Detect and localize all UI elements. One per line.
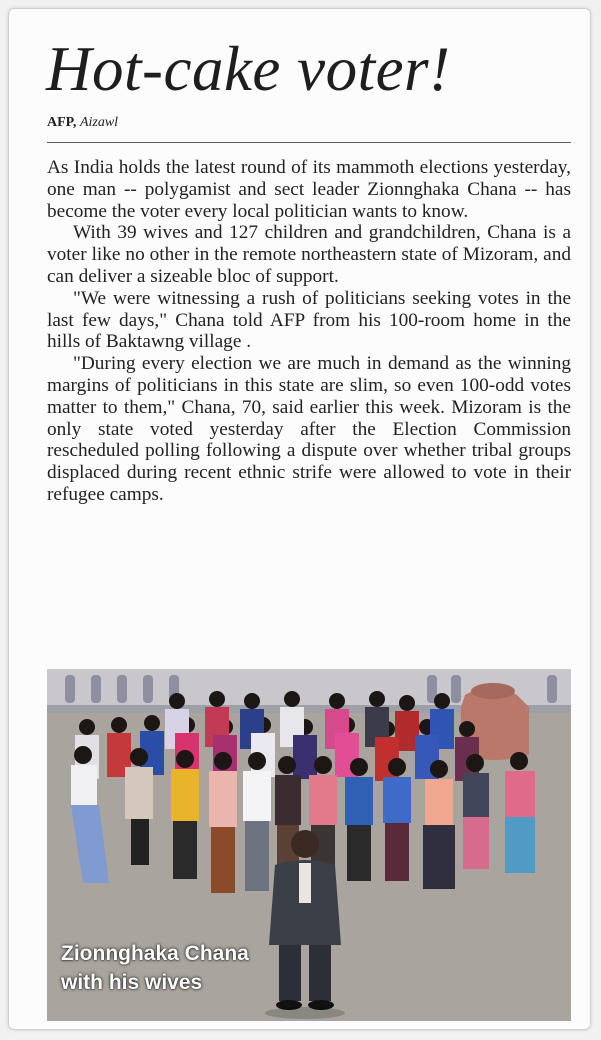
photo-caption-line-1: Zionnghaka Chana xyxy=(61,942,249,965)
photo-caption-line-2: with his wives xyxy=(61,971,203,994)
photo-caption xyxy=(61,939,249,997)
byline-place: Aizawl xyxy=(79,115,119,130)
paragraph-3: "We were witnessing a rush of politicians seeking votes in the last few days," Chana told AFP from his 100-room home in the hills of Baktawng village . xyxy=(47,287,571,353)
paragraph-4: "During every election we are much in demand as the winning margins of politicians in this state are slim, so even 100-odd votes matter to them," Chana, 70, said earlier this week. Mizoram is the only state voted yesterday after the Election Commission rescheduled polling following a dispute over whether tribal groups displaced during recent ethnic strife were allowed to vote in their refugee camps. xyxy=(47,353,571,505)
paragraph-1: As India holds the latest round of its mammoth elections yesterday, one man -- polygamist and sect leader Zionnghaka Chana -- has become the voter every local politician wants to know. xyxy=(47,157,571,222)
byline xyxy=(47,115,118,131)
news-clipping xyxy=(8,8,591,1030)
group-photo xyxy=(47,669,571,1021)
byline-divider xyxy=(47,142,571,143)
article-body xyxy=(47,157,571,506)
paragraph-2: With 39 wives and 127 children and grandchildren, Chana is a voter like no other in the remote northeastern state of Mizoram, and can deliver a sizeable bloc of support. xyxy=(47,222,571,287)
headline: Hot-cake voter! xyxy=(46,34,451,104)
byline-agency: AFP, xyxy=(47,115,77,130)
